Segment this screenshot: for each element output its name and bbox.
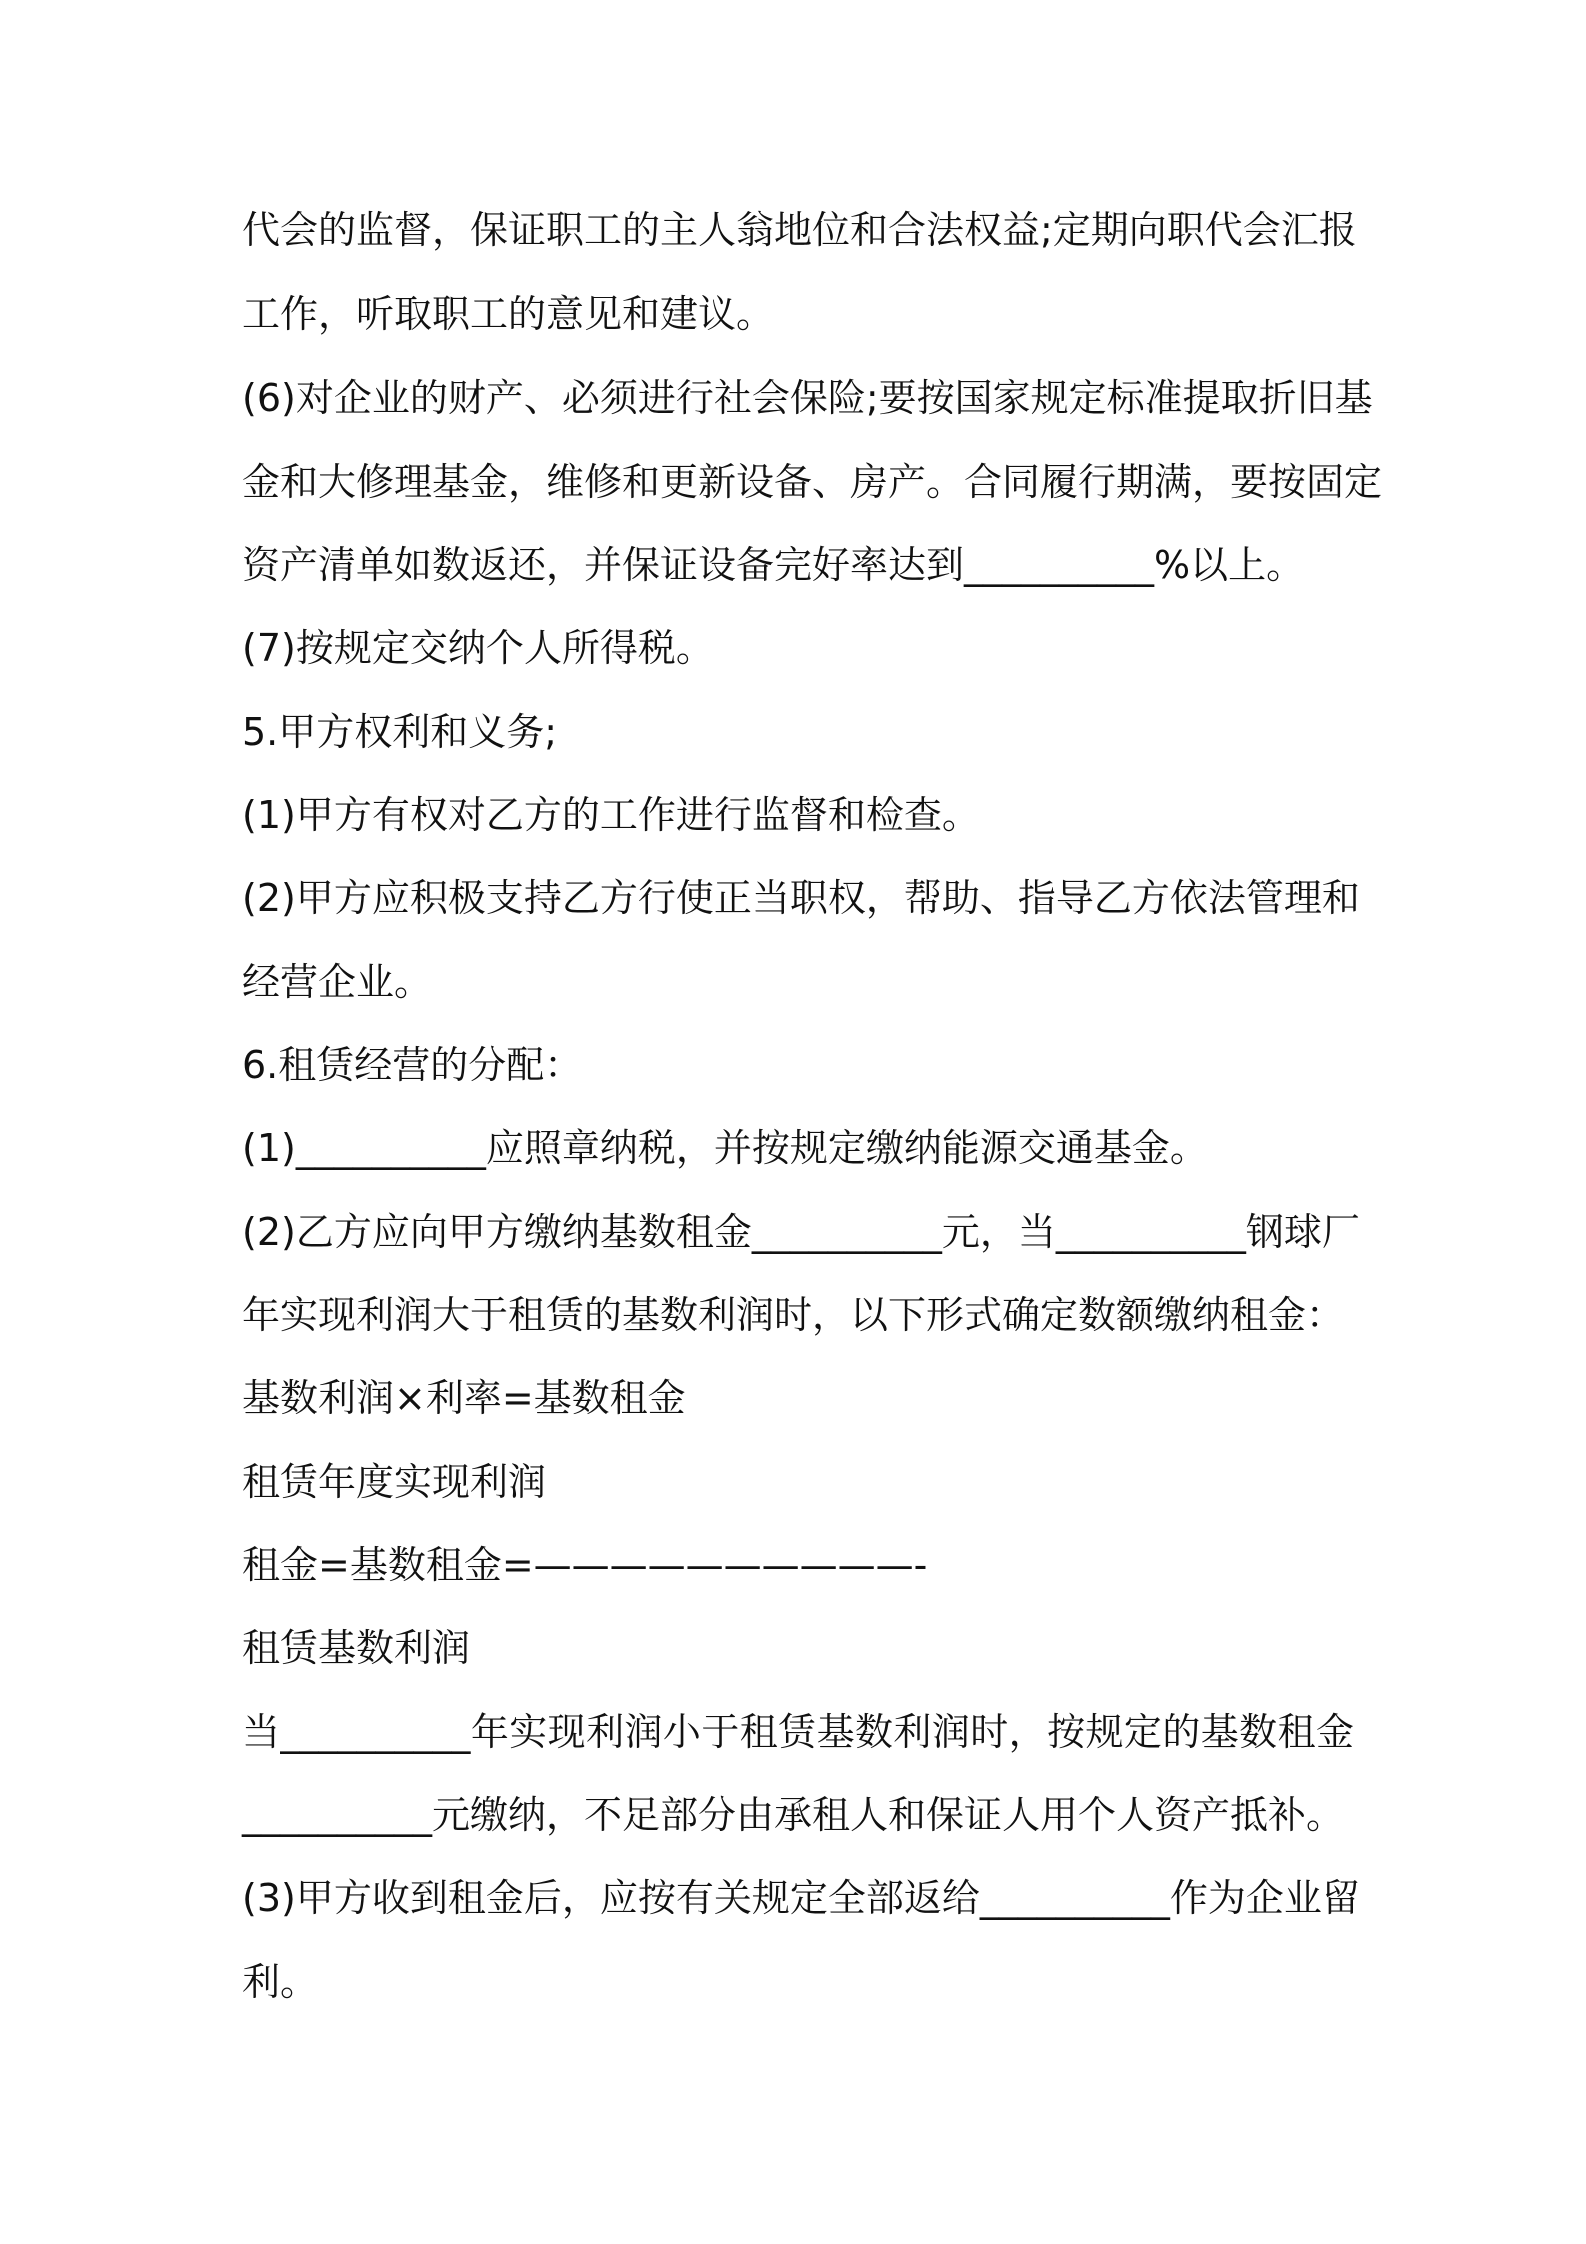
- text-line: (1)__________应照章纳税，并按规定缴纳能源交通基金。: [242, 1126, 1208, 1170]
- text-line: 工作，听取职工的意见和建议。: [242, 292, 775, 336]
- text-line: (7)按规定交纳个人所得税。: [242, 626, 714, 670]
- text-line: 资产清单如数返还，并保证设备完好率达到__________%以上。: [242, 543, 1305, 587]
- formula-line: 租金=基数租金=——————————-: [242, 1543, 928, 1587]
- text-line: (2)甲方应积极支持乙方行使正当职权，帮助、指导乙方依法管理和: [242, 876, 1360, 920]
- text-line: (1)甲方有权对乙方的工作进行监督和检查。: [242, 793, 980, 837]
- text-line: (3)甲方收到租金后，应按有关规定全部返给__________作为企业留: [242, 1876, 1360, 1920]
- formula-numerator: 租赁年度实现利润: [242, 1460, 547, 1504]
- text-line: __________元缴纳，不足部分由承租人和保证人用个人资产抵补。: [242, 1793, 1345, 1837]
- section-heading: 6.租赁经营的分配：: [242, 1043, 583, 1087]
- text-line: 代会的监督，保证职工的主人翁地位和合法权益;定期向职代会汇报: [242, 208, 1357, 252]
- text-line: 金和大修理基金，维修和更新设备、房产。合同履行期满，要按固定: [242, 460, 1383, 504]
- text-line: (6)对企业的财产、必须进行社会保险;要按国家规定标准提取折旧基: [242, 376, 1373, 420]
- text-line: 利。: [242, 1960, 319, 2004]
- formula-line: 基数利润×利率=基数租金: [242, 1376, 686, 1420]
- text-line: 经营企业。: [242, 960, 433, 1004]
- formula-denominator: 租赁基数利润: [242, 1626, 471, 1670]
- text-line: 年实现利润大于租赁的基数利润时，以下形式确定数额缴纳租金：: [242, 1293, 1345, 1337]
- section-heading: 5.甲方权利和义务;: [242, 710, 558, 754]
- text-line: 当__________年实现利润小于租赁基数利润时，按规定的基数租金: [242, 1710, 1354, 1754]
- text-line: (2)乙方应向甲方缴纳基数租金__________元，当__________钢球厂: [242, 1210, 1360, 1254]
